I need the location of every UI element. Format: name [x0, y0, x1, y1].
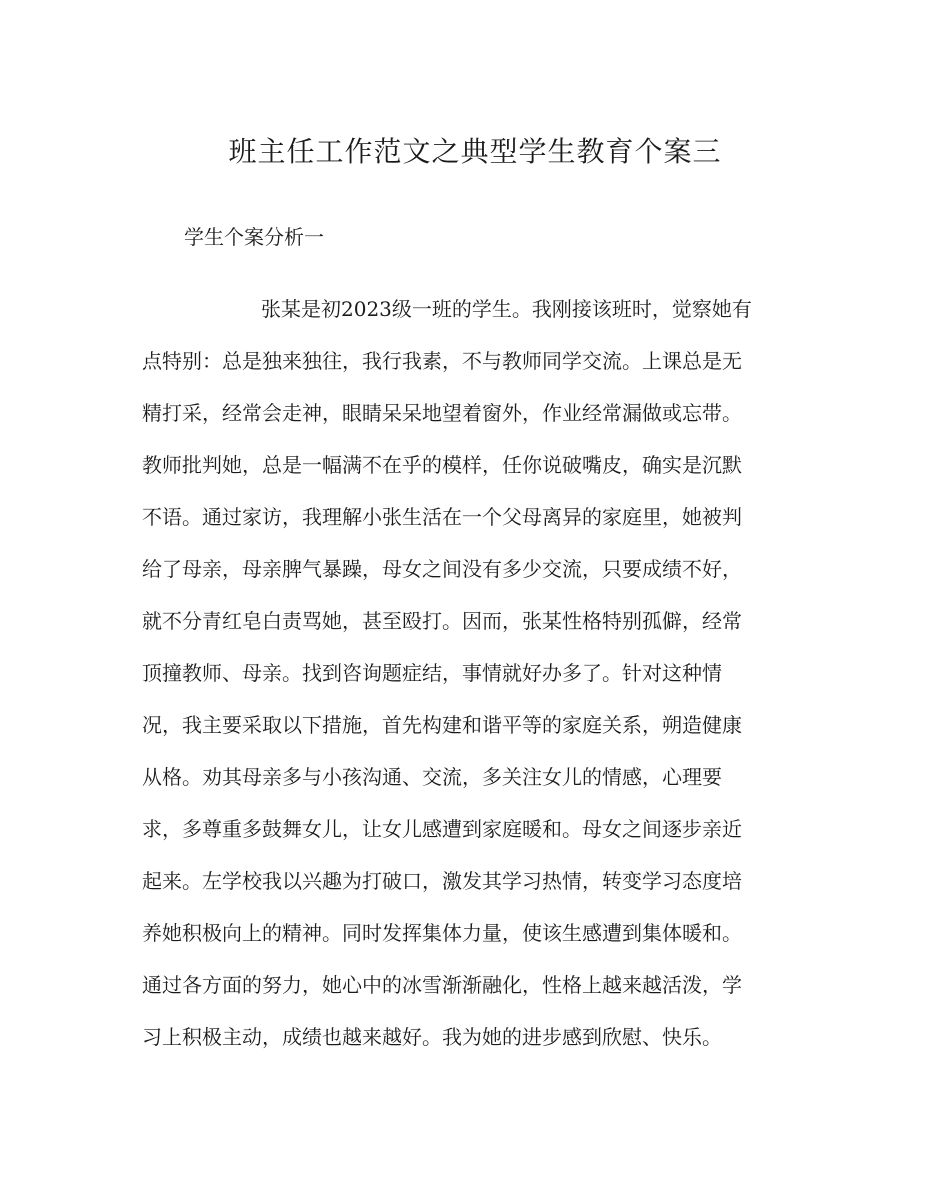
paragraph-line: 点特别：总是独来独往，我行我素，不与教师同学交流。上课总是无 — [142, 349, 742, 373]
paragraph-line: 通过各方面的努力，她心中的冰雪渐渐融化，性格上越来越活泼，学 — [142, 973, 742, 997]
paragraph-line: 况，我主要采取以下措施，首先构建和谐平等的家庭关系，朔造健康 — [142, 713, 742, 737]
paragraph-line: 给了母亲，母亲脾气暴躁，母女之间没有多少交流，只要成绩不好， — [142, 557, 742, 581]
paragraph-line: 张某是初2023级一班的学生。我刚接该班时，觉察她有 — [261, 297, 752, 321]
body-paragraph — [142, 292, 822, 1072]
paragraph-line: 求，多尊重多鼓舞女儿，让女儿感遭到家庭暖和。母女之间逐步亲近 — [142, 817, 742, 841]
paragraph-line: 顶撞教师、母亲。找到咨询题症结，事情就好办多了。针对这种情 — [142, 661, 722, 685]
paragraph-line: 从格。劝其母亲多与小孩沟通、交流，多关注女儿的情感，心理要 — [142, 765, 722, 789]
paragraph-line: 习上积极主动，成绩也越来越好。我为她的进步感到欣慰、快乐。 — [142, 1025, 722, 1049]
paragraph-line: 教师批判她，总是一幅满不在乎的模样，任你说破嘴皮，确实是沉默 — [142, 453, 742, 477]
paragraph-line: 就不分青红皂白责骂她，甚至殴打。因而，张某性格特别孤僻，经常 — [142, 609, 742, 633]
paragraph-line: 精打采，经常会走神，眼睛呆呆地望着窗外，作业经常漏做或忘带。 — [142, 401, 742, 425]
paragraph-line: 不语。通过家访，我理解小张生活在一个父母离异的家庭里，她被判 — [142, 505, 742, 529]
paragraph-line: 起来。左学校我以兴趣为打破口，激发其学习热情，转变学习态度培 — [142, 869, 742, 893]
paragraph-line: 养她积极向上的精神。同时发挥集体力量，使该生感遭到集体暖和。 — [142, 921, 742, 945]
document-title: 班主任工作范文之典型学生教育个案三 — [228, 135, 722, 168]
section-subheading: 学生个案分析一 — [184, 225, 324, 249]
